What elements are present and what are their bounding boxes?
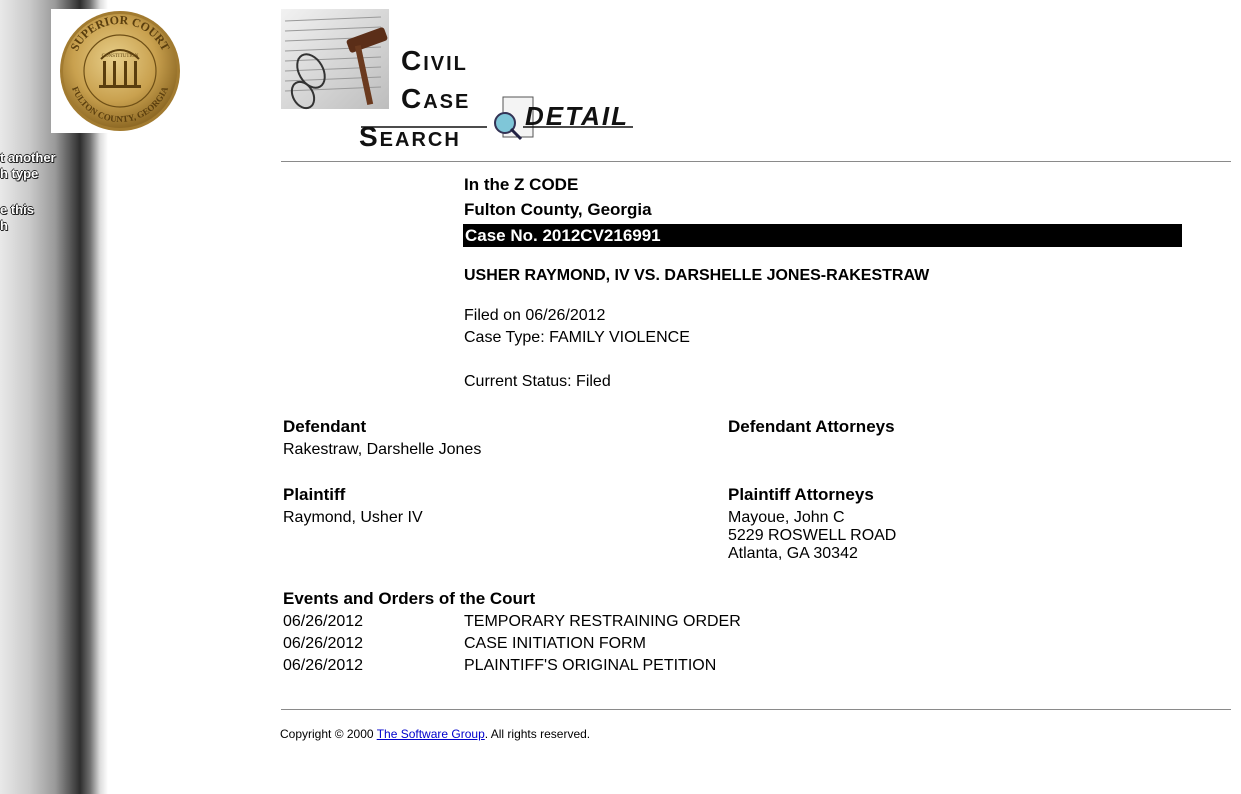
plaintiff-name: Raymond, Usher IV [283, 509, 423, 526]
civil-case-search-banner [281, 9, 637, 155]
sidebar-text-line-2: h type [0, 166, 39, 181]
defendant-heading: Defendant [283, 417, 367, 436]
header-divider [281, 161, 1231, 162]
case-parties-title: USHER RAYMOND, IV VS. DARSHELLE JONES-RAKESTRAW [464, 267, 930, 284]
sidebar-text-line-3: e this [0, 202, 34, 217]
defendant-attorneys-heading: Defendant Attorneys [728, 417, 895, 436]
case-number-bar: Case No. 2012CV216991 [463, 224, 1182, 247]
county-name: Fulton County, Georgia [464, 200, 652, 219]
case-type: Case Type: FAMILY VIOLENCE [464, 329, 690, 346]
events-heading: Events and Orders of the Court [283, 589, 536, 608]
software-group-link[interactable]: The Software Group [376, 727, 485, 741]
plaintiff-attorney-address-2: Atlanta, GA 30342 [728, 545, 858, 562]
copyright-suffix: . All rights reserved. [484, 727, 591, 741]
plaintiff-attorneys-heading: Plaintiff Attorneys [728, 485, 874, 504]
defendant-name: Rakestraw, Darshelle Jones [283, 441, 482, 458]
event-description: PLAINTIFF'S ORIGINAL PETITION [464, 657, 717, 674]
court-seal [51, 9, 189, 133]
court-name: In the Z CODE [464, 175, 579, 194]
plaintiff-attorney-address-1: 5229 ROSWELL ROAD [728, 527, 897, 544]
banner-word-search: Search [359, 121, 461, 152]
banner-word-case: Case [401, 83, 471, 114]
banner-word-detail: DETAIL [525, 101, 629, 131]
event-description: TEMPORARY RESTRAINING ORDER [464, 613, 741, 630]
footer-divider [281, 709, 1231, 710]
current-status: Current Status: Filed [464, 373, 611, 390]
event-date: 06/26/2012 [283, 635, 364, 652]
event-date: 06/26/2012 [283, 657, 364, 674]
copyright-prefix: Copyright © 2000 [280, 727, 377, 741]
copyright-footer [280, 727, 590, 741]
event-description: CASE INITIATION FORM [464, 635, 646, 652]
event-date: 06/26/2012 [283, 613, 364, 630]
banner-word-civil: Civil [401, 45, 468, 76]
sidebar-text-line-1: t another [0, 150, 56, 165]
seal-bottom-text: FULTON COUNTY, GEORGIA [70, 84, 170, 125]
seal-center-text: CONSTITUTION [101, 54, 139, 59]
filed-date: Filed on 06/26/2012 [464, 307, 606, 324]
plaintiff-attorney-name: Mayoue, John C [728, 509, 845, 526]
seal-top-text: SUPERIOR COURT [67, 12, 173, 54]
sidebar-text-line-4: h [0, 218, 8, 233]
plaintiff-heading: Plaintiff [283, 485, 346, 504]
